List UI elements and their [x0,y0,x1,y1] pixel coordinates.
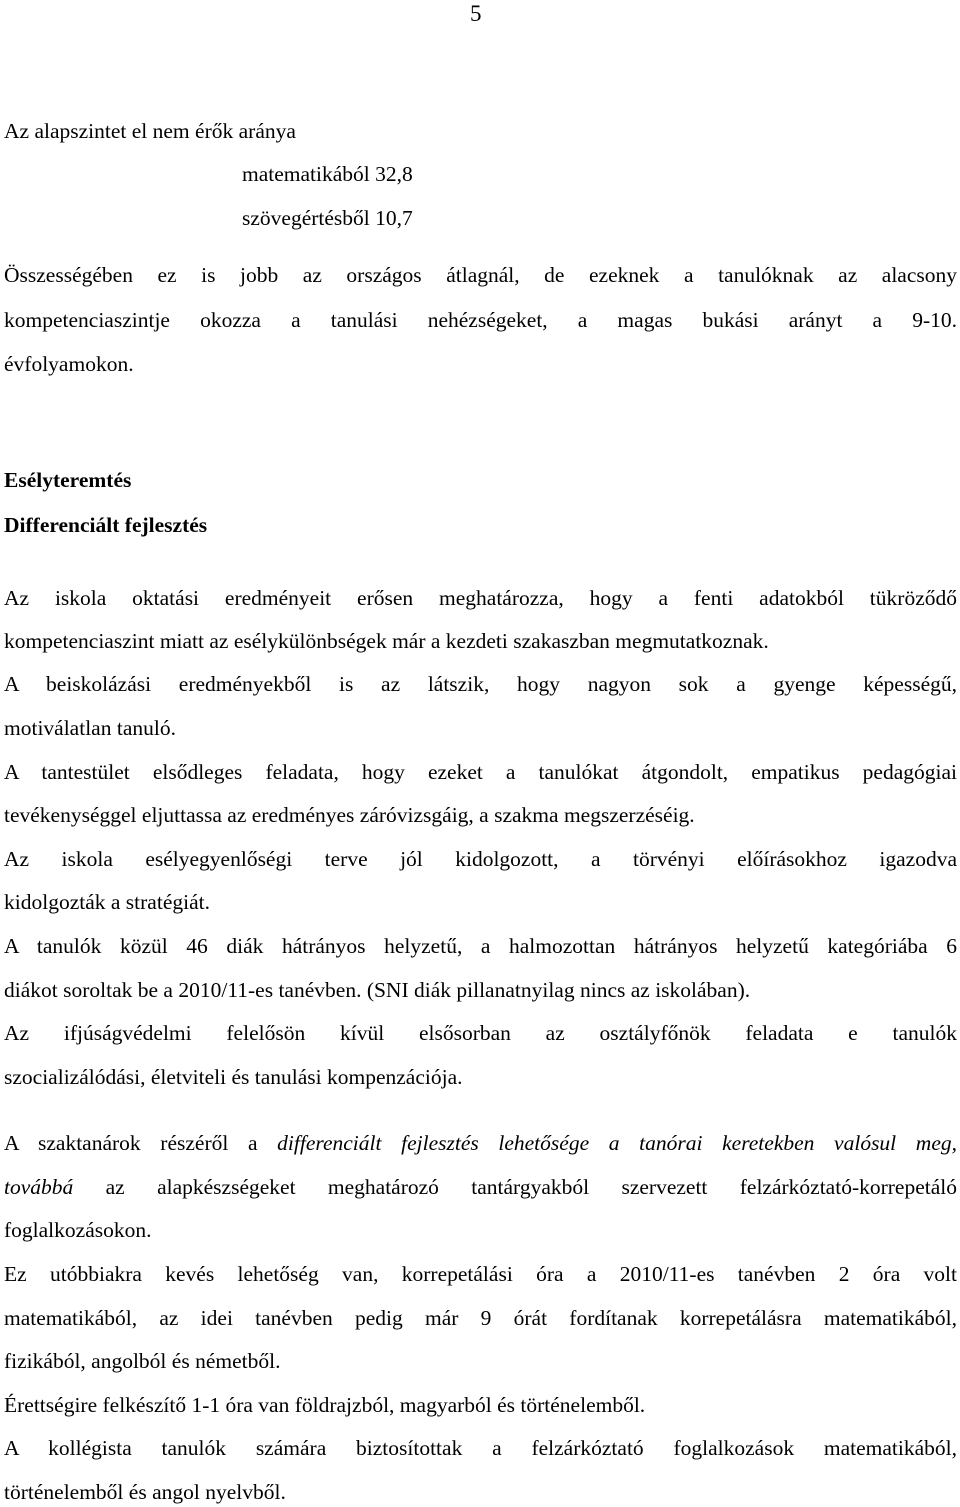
summary-line: évfolyamokon. [4,352,134,376]
paragraph-line: A kollégista tanulók számára biztosítottak a felzárkóztató foglalkozások matematikából, [4,1436,957,1460]
paragraph-line: Érettségire felkészítő 1-1 óra van földrajzból, magyarból és történelemből. [4,1393,646,1417]
paragraph-line: kidolgozták a stratégiát. [4,890,210,914]
paragraph-line: diákot soroltak be a 2010/11-es tanévben. (SNI diák pillanatnyilag nincs az iskolában). [4,978,751,1002]
paragraph-line: fizikából, angolból és németből. [4,1349,281,1373]
paragraph-line: Az iskola esélyegyenlőségi terve jól kidolgozott, a törvényi előírásokhoz igazodva [4,847,957,871]
paragraph-line: szocializálódási, életviteli és tanulási kompenzációja. [4,1065,463,1089]
paragraph-line [4,1172,957,1202]
paragraph-line: tevékenységgel eljuttassa az eredményes záróvizsgáig, a szakma megszerzéséig. [4,803,695,827]
italic-text: differenciált fejlesztés lehetősége a tanórai keretekben valósul meg, [277,1131,957,1155]
paragraph-line: Az iskola oktatási eredményeit erősen meghatározza, hogy a fenti adatokból tükröződő [4,586,957,610]
math-ratio: matematikából 32,8 [242,162,413,186]
section-heading: Esélyteremtés [4,468,132,492]
paragraph-line: Az ifjúságvédelmi felelősön kívül elsősorban az osztályfőnök feladata e tanulók [4,1021,957,1045]
paragraph-line: történelemből és angol nyelvből. [4,1480,286,1504]
paragraph-line: Ez utóbbiakra kevés lehetőség van, korrepetálási óra a 2010/11-es tanévben 2 óra volt [4,1262,957,1286]
paragraph-line: A beiskolázási eredményekből is az látszik, hogy nagyon sok a gyenge képességű, [4,672,957,696]
summary-line: Összességében ez is jobb az országos átlagnál, de ezeknek a tanulóknak az alacsony [4,263,957,287]
plain-text: A szaktanárok részéről a [4,1131,278,1155]
intro-heading: Az alapszintet el nem érők aránya [4,119,296,143]
summary-line: kompetenciaszintje okozza a tanulási nehézségeket, a magas bukási arányt a 9-10. [4,308,957,332]
paragraph-line: A tanulók közül 46 diák hátrányos helyzetű, a halmozottan hátrányos helyzetű kategóriába 6 [4,934,957,958]
plain-text: az alapkészségeket meghatározó tantárgyakból szervezett felzárkóztató-korrepetáló [73,1175,957,1199]
paragraph-line: matematikából, az idei tanévben pedig már 9 órát fordítanak korrepetálásra matematikából, [4,1306,957,1330]
reading-ratio: szövegértésből 10,7 [242,206,413,230]
paragraph-line: kompetenciaszint miatt az esélykülönbségek már a kezdeti szakaszban megmutatkoznak. [4,629,769,653]
page-number: 5 [470,1,482,26]
paragraph-line: A tantestület elsődleges feladata, hogy ezeket a tanulókat átgondolt, empatikus pedagógiai [4,760,957,784]
paragraph-line: motiválatlan tanuló. [4,716,176,740]
paragraph-line: foglalkozásokon. [4,1218,152,1242]
italic-text: továbbá [4,1175,74,1199]
paragraph-line [4,1128,957,1158]
subsection-heading: Differenciált fejlesztés [4,513,208,537]
